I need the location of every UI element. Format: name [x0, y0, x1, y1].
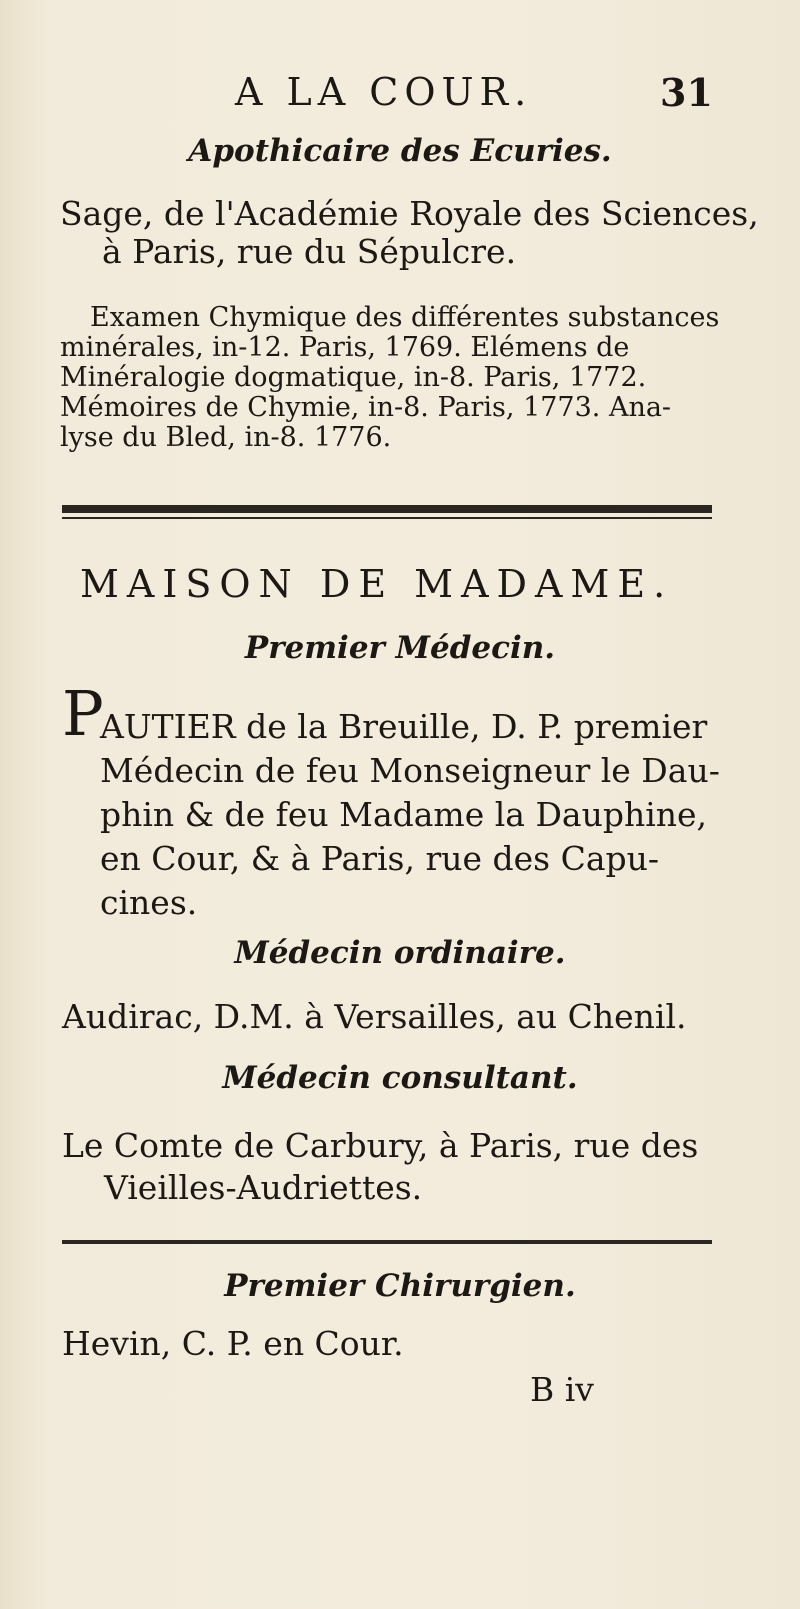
- entry-line: Vieilles-Audriettes.: [104, 1168, 423, 1207]
- entry-hevin: Hevin, C. P. en Cour.: [62, 1324, 404, 1363]
- entry-line: Sage, de l'Académie Royale des Sciences,: [60, 194, 759, 233]
- works-line: Mémoires de Chymie, in-8. Paris, 1773. Ana-: [60, 392, 672, 423]
- heading-apothicaire: Apothicaire des Ecuries.: [188, 133, 612, 169]
- entry-audirac: Audirac, D.M. à Versailles, au Chenil.: [62, 997, 687, 1036]
- entry-carbury: [62, 1125, 698, 1209]
- entry-line: cines.: [100, 883, 198, 922]
- entry-sage: [60, 195, 759, 271]
- double-rule-divider: [62, 505, 712, 523]
- entry-line: [100, 705, 720, 749]
- signature-mark: B iv: [530, 1370, 594, 1409]
- entry-line: phin & de feu Madame la Dauphine,: [100, 795, 708, 834]
- entry-first-line-rest: de la Breuille, D. P. premier: [246, 707, 708, 746]
- heading-premier-chirurgien: Premier Chirurgien.: [224, 1268, 576, 1304]
- works-line: minérales, in-12. Paris, 1769. Elémens de: [60, 332, 630, 363]
- entry-line: Le Comte de Carbury, à Paris, rue des: [62, 1126, 699, 1165]
- works-sage: [60, 303, 719, 453]
- single-rule-divider: [62, 1240, 712, 1244]
- entry-line: Médecin de feu Monseigneur le Dau-: [100, 751, 720, 790]
- drop-cap: P: [62, 677, 104, 750]
- heading-medecin-ordinaire: Médecin ordinaire.: [234, 935, 566, 971]
- heading-premier-medecin: Premier Médecin.: [244, 630, 556, 666]
- running-head-title: A LA COUR.: [235, 70, 533, 114]
- entry-pautier: [100, 705, 720, 925]
- works-line: Examen Chymique des différentes substances: [90, 302, 720, 333]
- page-number: 31: [660, 70, 713, 115]
- entry-first-word: AUTIER: [100, 707, 236, 746]
- entry-line: en Cour, & à Paris, rue des Capu-: [100, 839, 660, 878]
- works-line: Minéralogie dogmatique, in-8. Paris, 1772.: [60, 362, 647, 393]
- works-line: lyse du Bled, in-8. 1776.: [60, 422, 392, 453]
- section-title: MAISON DE MADAME.: [80, 562, 674, 606]
- running-head: [60, 70, 720, 120]
- entry-line: à Paris, rue du Sépulcre.: [102, 232, 517, 271]
- heading-medecin-consultant: Médecin consultant.: [222, 1060, 578, 1096]
